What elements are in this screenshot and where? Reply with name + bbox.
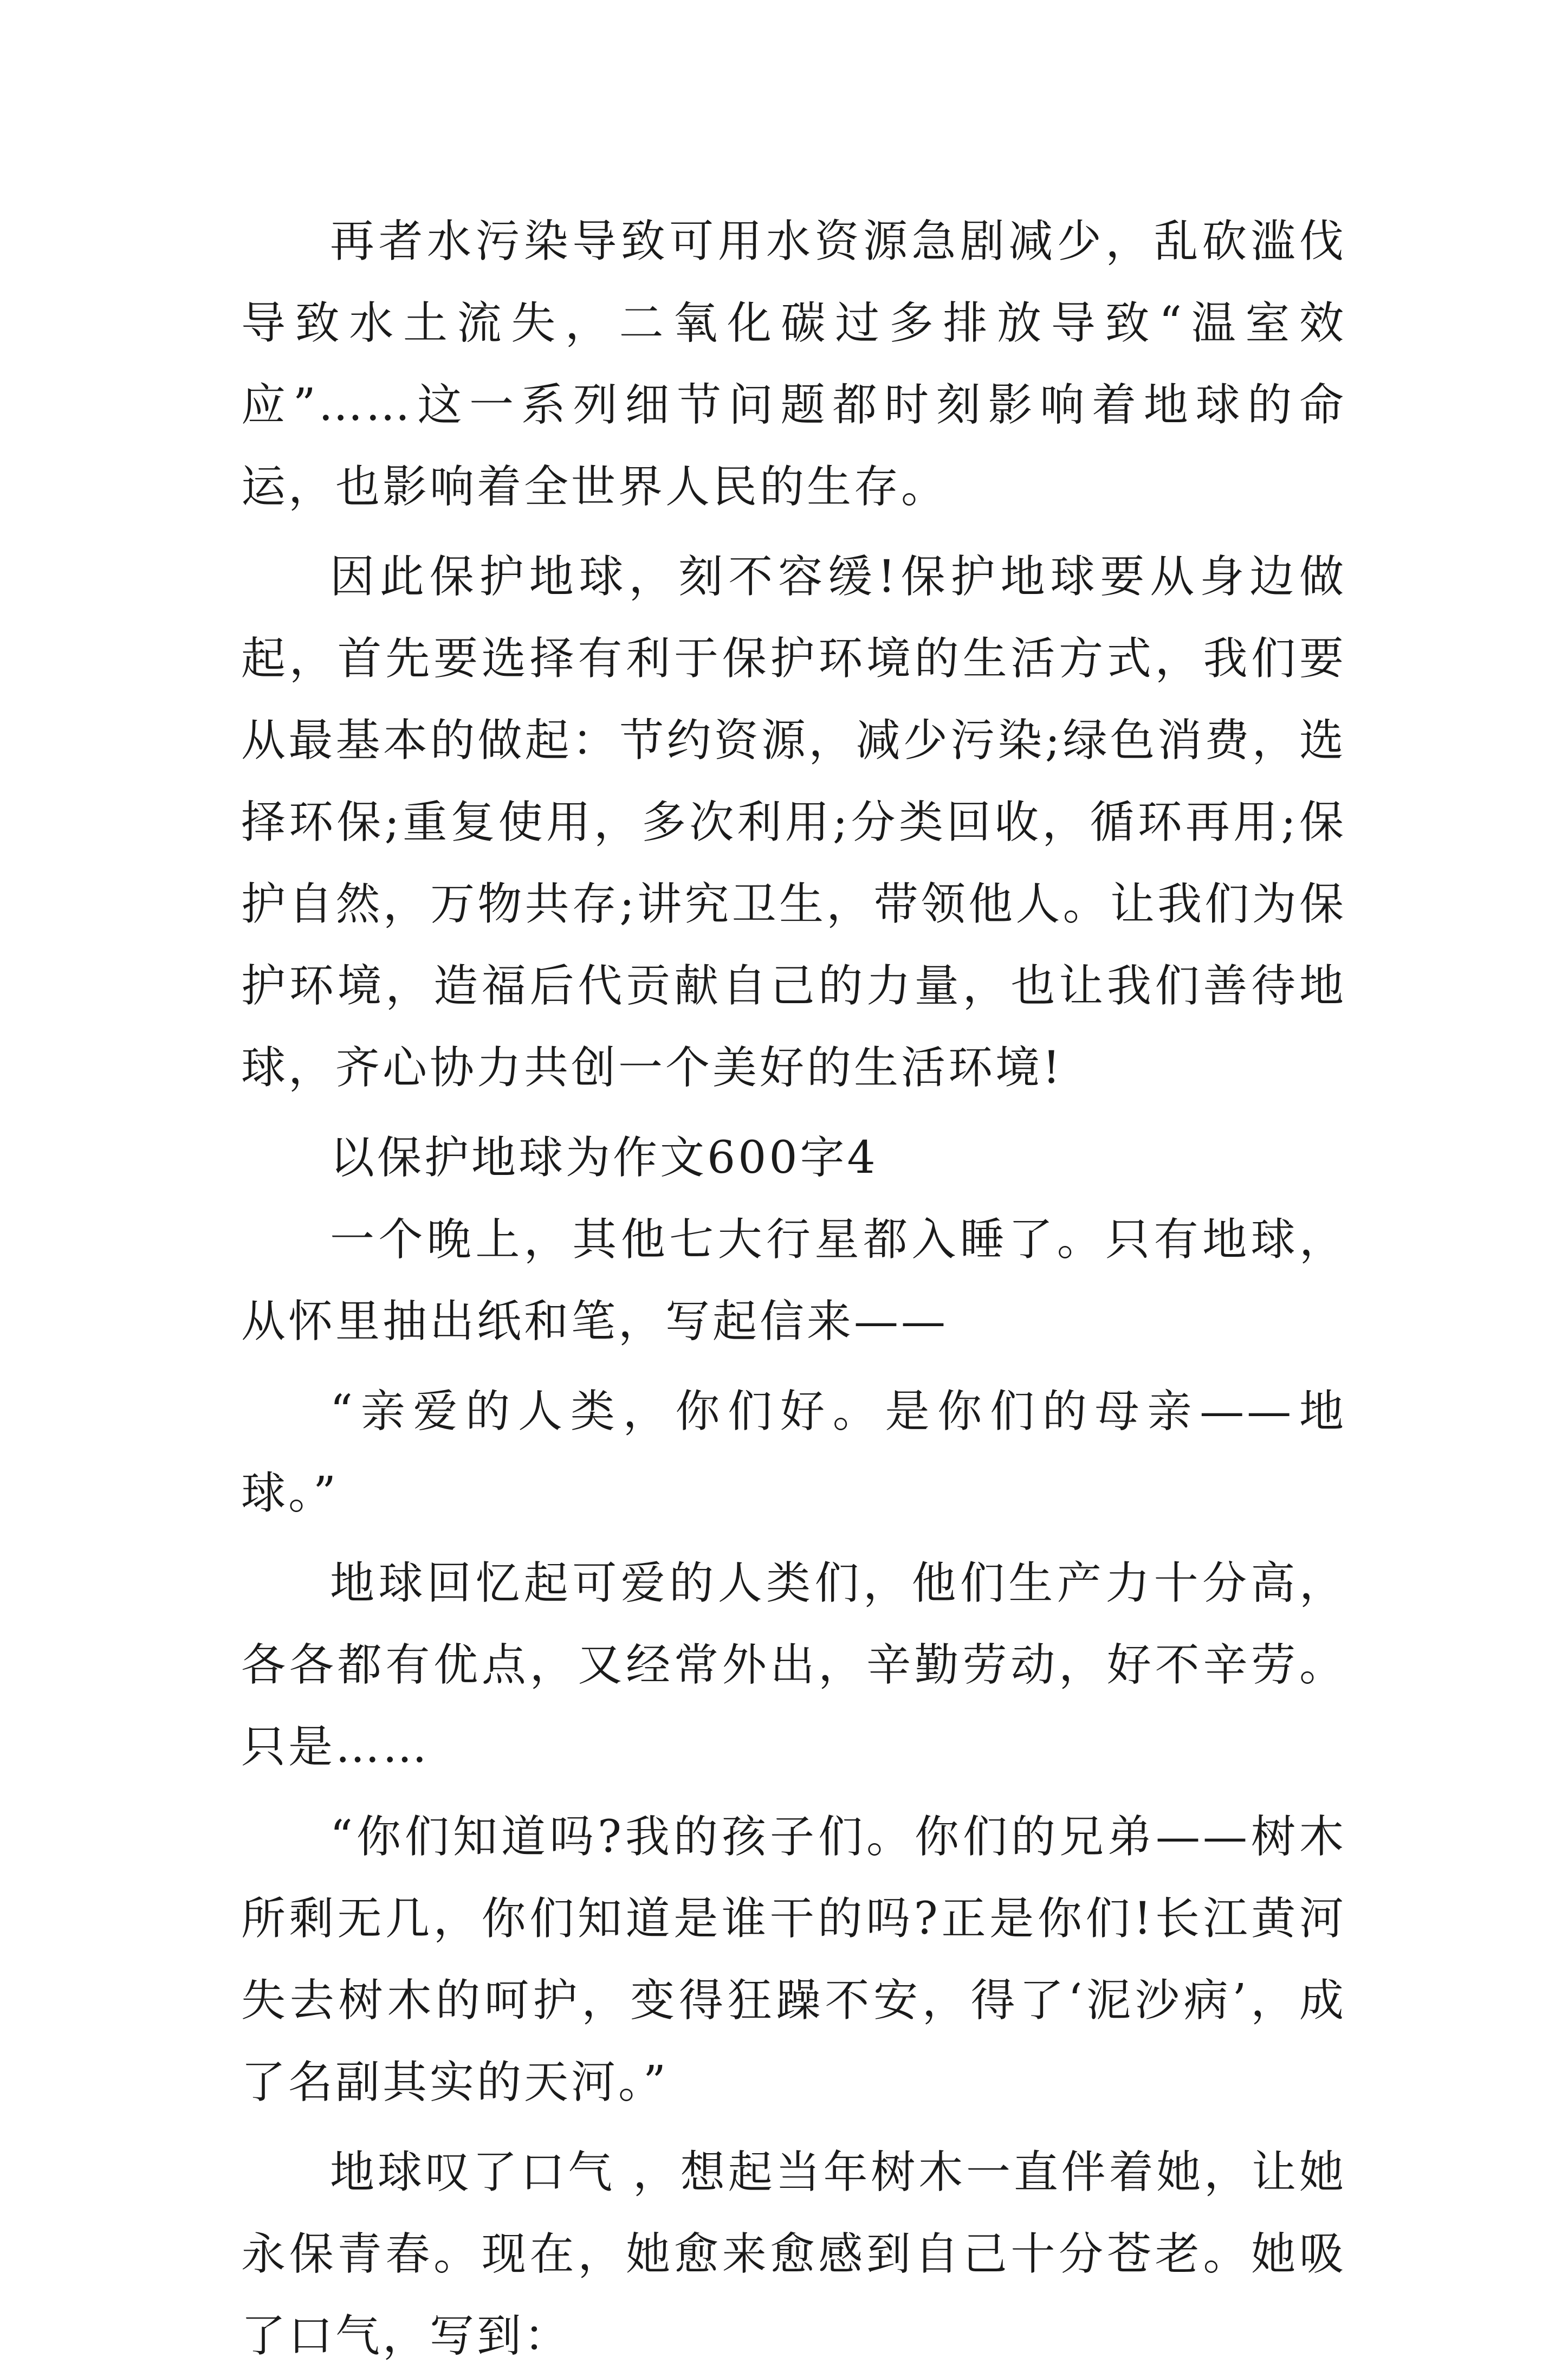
paragraph-protect-earth: 因此保护地球，刻不容缓!保护地球要从身边做起，首先要选择有利于保护环境的生活方式，我们要从最基本的做起：节约资源，减少污染;绿色消费，选择环保;重复使用，多次利用;分类回收，循环再用;保护自然，万物共存;讲究卫生，带领他人。让我们为保护环境，造福后代贡献自己的力量，也让我们善待地球，齐心协力共创一个美好的生活环境! [241,551,1346,1094]
paragraph-water-pollution: 再者水污染导致可用水资源急剧减少，乱砍滥伐导致水土流失，二氧化碳过多排放导致“温室效应”……这一系列细节问题都时刻影响着地球的命运，也影响着全世界人民的生存。 [241,216,1346,513]
paragraph-earth-sighs: 地球叹了口气 ，想起当年树木一直伴着她，让她永保青春。现在，她愈来愈感到自己十分苍老。她吸了口气，写到： [241,2147,1346,2362]
article-body [241,201,1346,2377]
paragraph-night-letter: 一个晚上，其他七大行星都入睡了。只有地球，从怀里抽出纸和笔，写起信来—— [241,1214,1346,1347]
paragraph-trees: “你们知道吗?我的孩子们。你们的兄弟——树木所剩无几，你们知道是谁干的吗?正是你们!长江黄河失去树木的呵护，变得狂躁不安，得了‘泥沙病’，成了名副其实的天河。” [241,1811,1346,2108]
paragraph-greeting: “亲爱的人类，你们好。是你们的母亲——地球。” [241,1386,1346,1519]
paragraph-earth-recalls: 地球回忆起可爱的人类们，他们生产力十分高，各各都有优点，又经常外出，辛勤劳动，好不辛劳。只是…… [241,1558,1346,1773]
essay-heading: 以保护地球为作文600字4 [330,1132,878,1184]
